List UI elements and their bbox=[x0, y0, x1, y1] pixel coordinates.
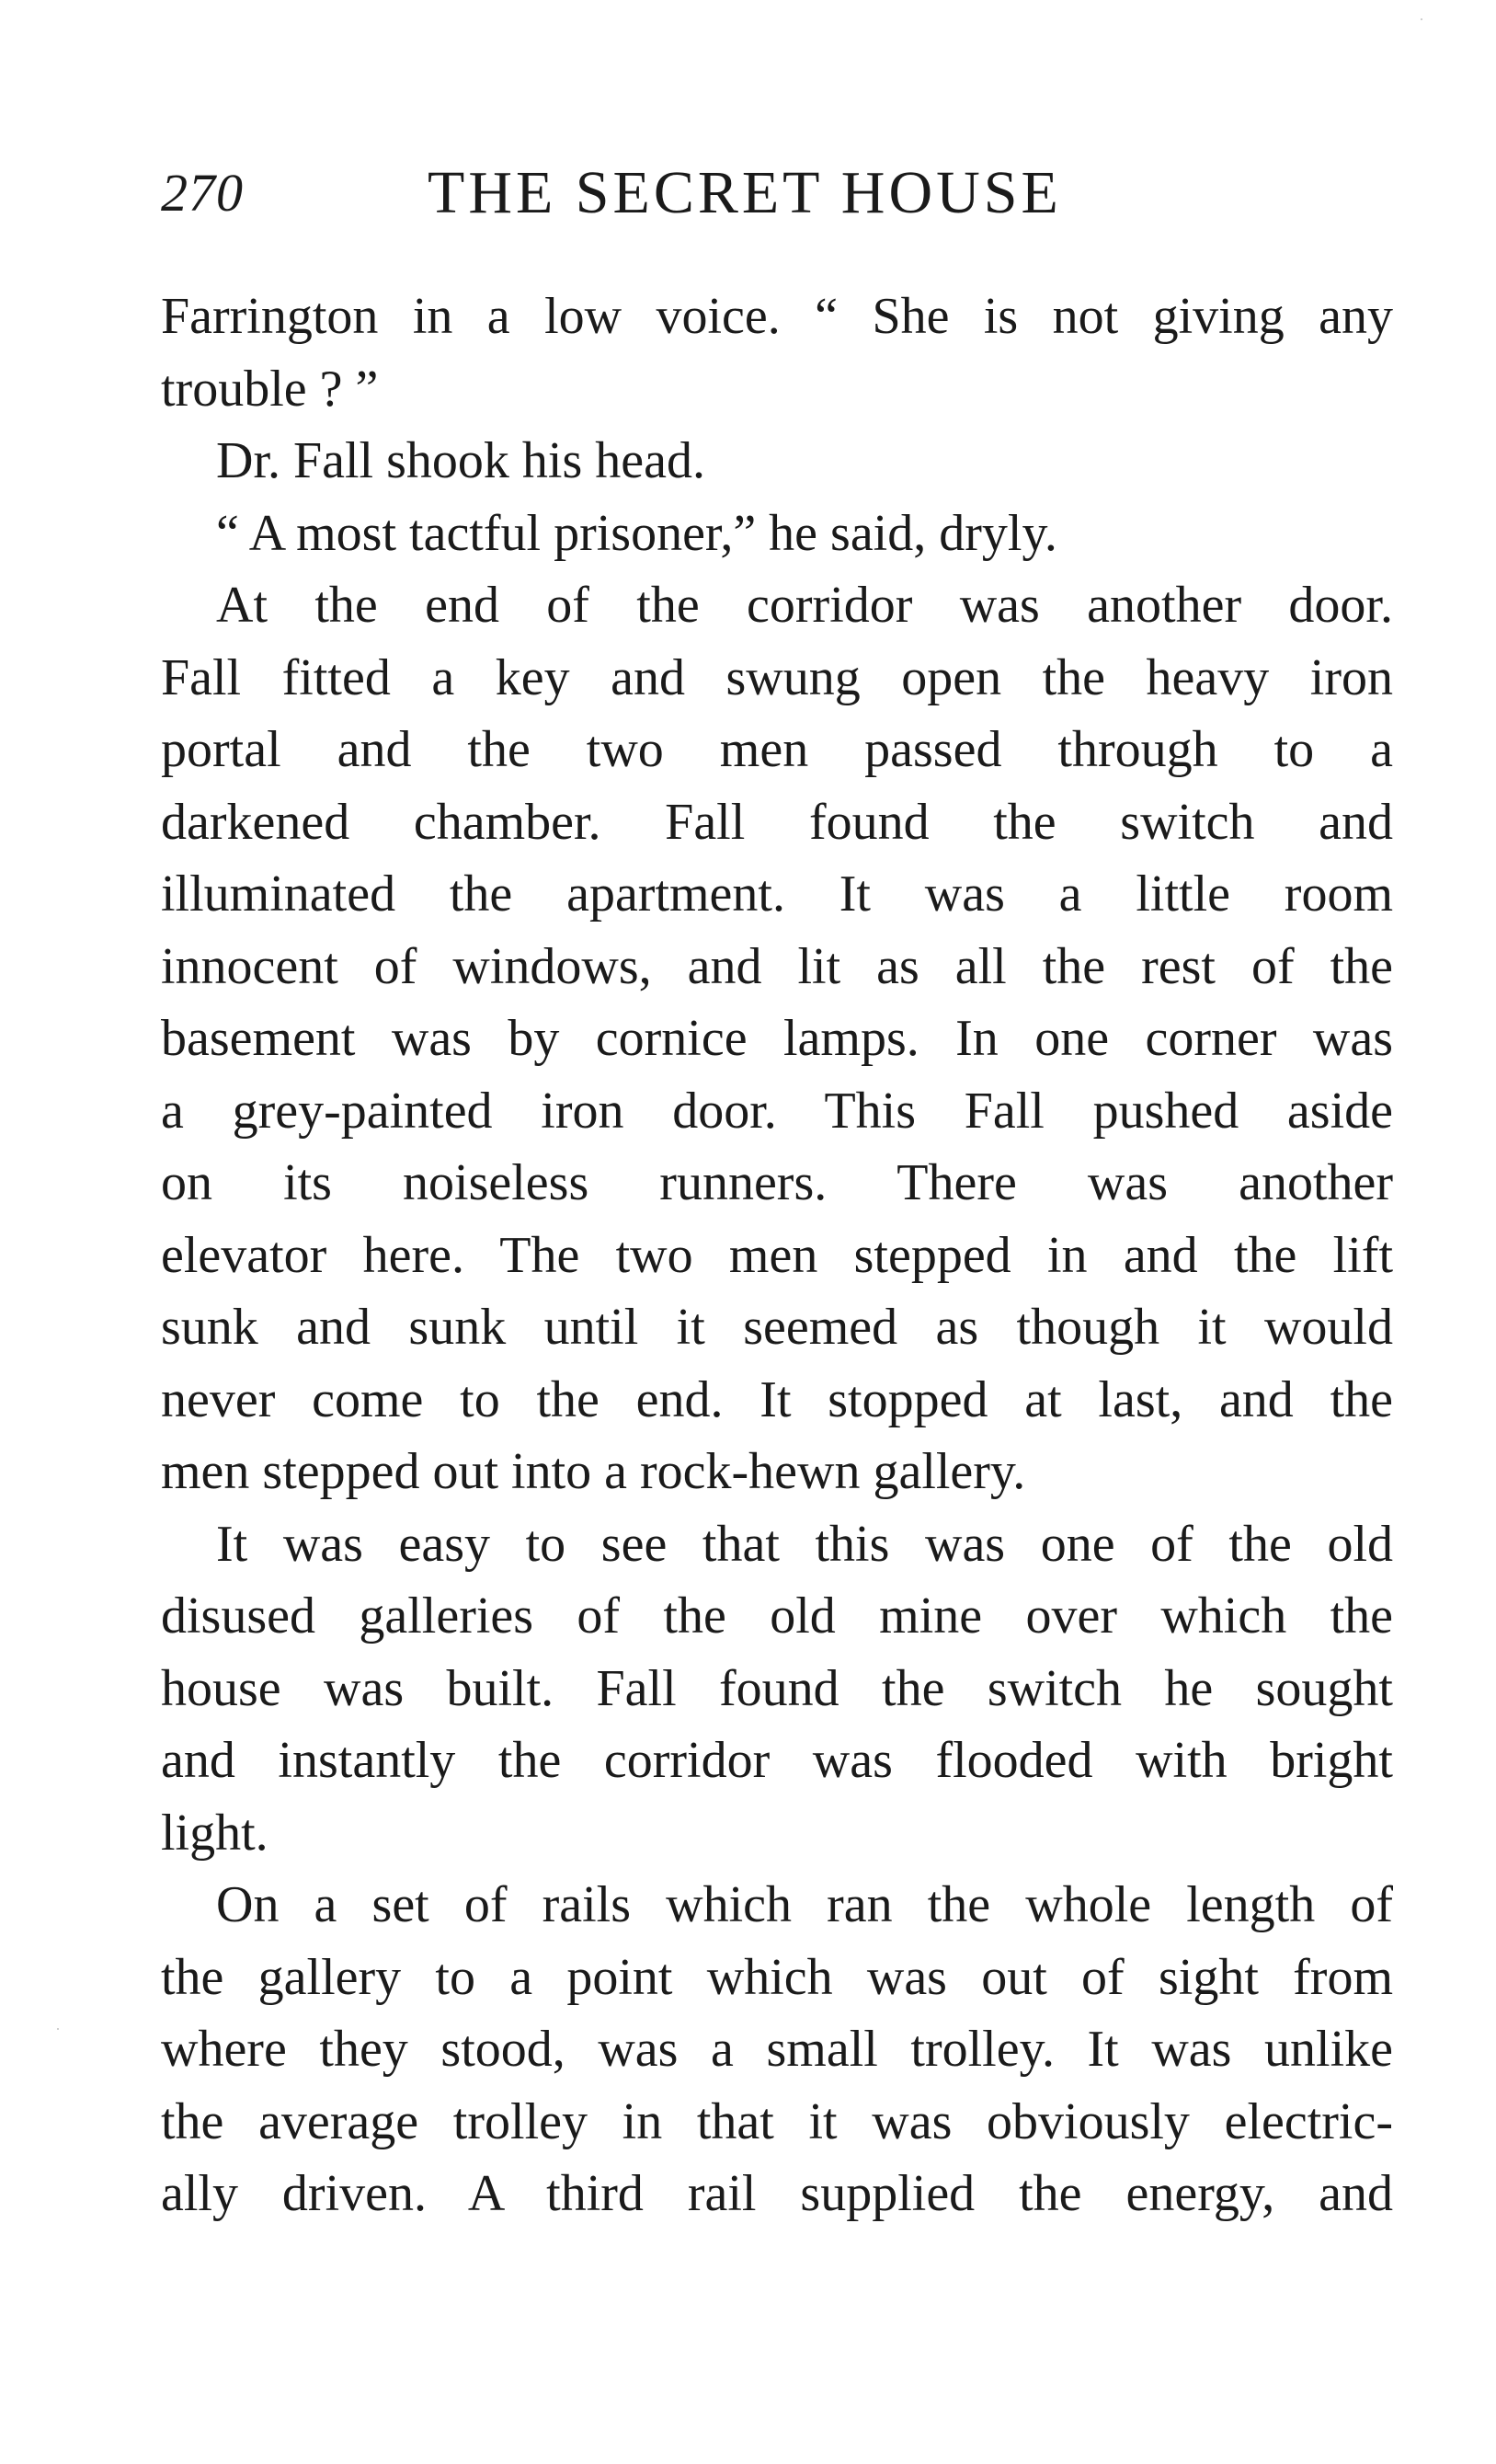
page-number: 270 bbox=[161, 163, 244, 223]
text-line: “ A most tactful prisoner,” he said, dryly. bbox=[216, 504, 1057, 562]
text-line: sunk and sunk until it seemed as though it would bbox=[161, 1299, 1393, 1356]
body-text bbox=[161, 281, 1393, 2230]
text-line: a grey-painted iron door. This Fall pushed aside bbox=[161, 1082, 1393, 1140]
text-line: and instantly the corridor was flooded with bright bbox=[161, 1732, 1393, 1789]
text-line: ally driven. A third rail supplied the energy, and bbox=[161, 2165, 1393, 2222]
text-line: trouble ? ” bbox=[161, 360, 379, 418]
running-head: THE SECRET HOUSE bbox=[428, 159, 1062, 226]
text-line: darkened chamber. Fall found the switch and bbox=[161, 793, 1393, 851]
text-line: Farrington in a low voice. “ She is not giving any bbox=[161, 288, 1393, 345]
text-line: Dr. Fall shook his head. bbox=[216, 432, 705, 489]
text-line: At the end of the corridor was another door. bbox=[216, 577, 1393, 634]
text-line: never come to the end. It stopped at last, and the bbox=[161, 1370, 1393, 1428]
text-line: innocent of windows, and lit as all the rest of the bbox=[161, 937, 1393, 995]
text-line: Fall fitted a key and swung open the heavy iron bbox=[161, 648, 1393, 706]
text-line: elevator here. The two men stepped in and the lift bbox=[161, 1226, 1393, 1284]
text-line: men stepped out into a rock-hewn gallery. bbox=[161, 1443, 1026, 1500]
text-line: portal and the two men passed through to a bbox=[161, 721, 1393, 778]
text-line: the average trolley in that it was obviously electric- bbox=[161, 2092, 1393, 2150]
text-line: the gallery to a point which was out of sight from bbox=[161, 1948, 1393, 2006]
text-line: basement was by cornice lamps. In one corner was bbox=[161, 1010, 1393, 1067]
paper-speck bbox=[57, 2028, 59, 2030]
text-line: where they stood, was a small trolley. It was unlike bbox=[161, 2021, 1393, 2078]
paper-speck bbox=[1421, 18, 1422, 20]
text-line: on its noiseless runners. There was another bbox=[161, 1154, 1393, 1211]
text-line: It was easy to see that this was one of the old bbox=[216, 1515, 1393, 1573]
text-line: house was built. Fall found the switch he sought bbox=[161, 1659, 1393, 1717]
text-line: illuminated the apartment. It was a little room bbox=[161, 865, 1393, 923]
text-line: light. bbox=[161, 1804, 268, 1862]
page-header bbox=[161, 156, 1393, 230]
text-line: On a set of rails which ran the whole length of bbox=[216, 1876, 1393, 1933]
text-line: disused galleries of the old mine over which the bbox=[161, 1587, 1393, 1645]
